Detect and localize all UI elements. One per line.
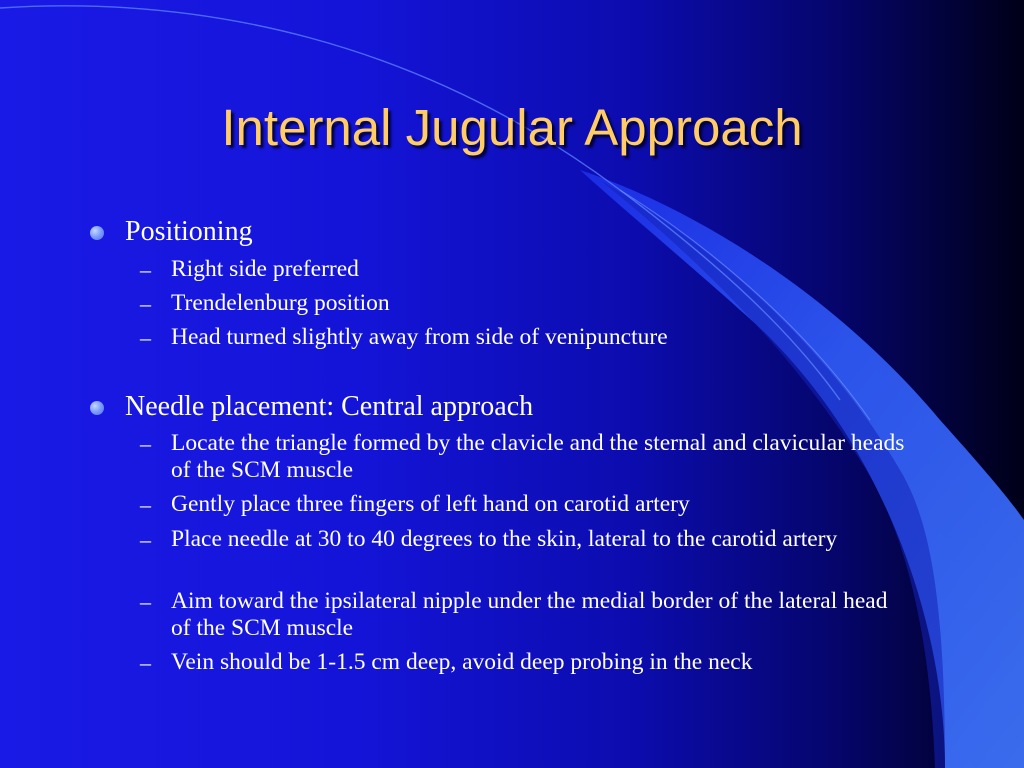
sub-bullet-text: Locate the triangle formed by the clavicle and the sternal and clavicular heads of the SCM muscle [171, 430, 905, 483]
sub-bullet-dash-icon: – [140, 492, 151, 517]
sub-bullet-text: Place needle at 30 to 40 degrees to the skin, lateral to the carotid artery [171, 526, 838, 552]
sub-bullet-dash-icon: – [140, 650, 151, 675]
sub-bullet-text: Vein should be 1-1.5 cm deep, avoid deep probing in the neck [171, 649, 753, 675]
sub-bullet-text: Gently place three fingers of left hand on carotid artery [171, 491, 690, 517]
sub-bullet-text: Trendelenburg position [171, 290, 390, 316]
sub-bullet-dash-icon: – [140, 589, 151, 614]
slide-title: Internal Jugular Approach [221, 99, 803, 156]
sub-bullet-dash-icon: – [140, 291, 151, 316]
bullet-text: Positioning [125, 216, 253, 247]
sub-bullet-text: Aim toward the ipsilateral nipple under the medial border of the lateral head of the SCM muscle [171, 588, 888, 641]
sub-bullet-dash-icon: – [140, 257, 151, 282]
sub-bullet-dash-icon: – [140, 431, 151, 456]
sub-bullet-text: Right side preferred [171, 256, 359, 282]
bullet-text: Needle placement: Central approach [125, 391, 534, 422]
bullet-dot-icon [90, 401, 104, 415]
sub-bullet-dash-icon: – [140, 527, 151, 552]
sub-bullet-dash-icon: – [140, 325, 151, 350]
sub-bullet-text: Head turned slightly away from side of venipuncture [171, 324, 668, 350]
bullet-dot-icon [90, 226, 104, 240]
